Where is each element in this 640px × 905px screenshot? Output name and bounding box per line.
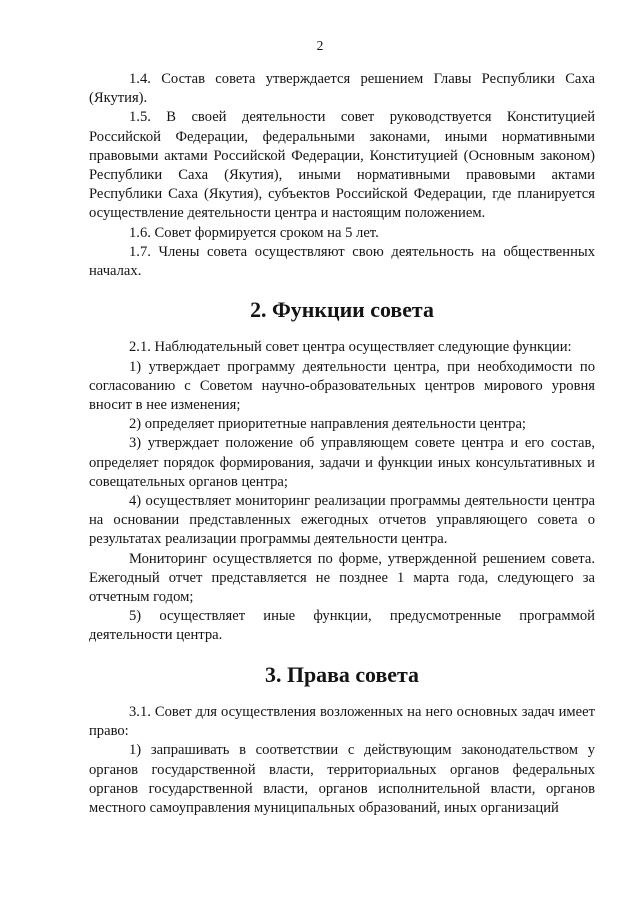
document-body: [89, 70, 595, 818]
paragraph-3-1: 3.1. Совет для осуществления возложенных на него основных задач имеет право:: [89, 703, 595, 740]
paragraph-1-7: 1.7. Члены совета осуществляют свою деятельность на общественных началах.: [89, 243, 595, 280]
paragraph-1-4: 1.4. Состав совета утверждается решением Главы Республики Саха (Якутия).: [89, 71, 595, 107]
page-number: 2: [316, 38, 324, 53]
paragraph-monitoring: Мониторинг осуществляется по форме, утвержденной решением совета. Ежегодный отчет представляется не позднее 1 марта года, следующего за отчетным годом;: [89, 550, 595, 606]
paragraph-3-1-item-1: 1) запрашивать в соответствии с действующим законодательством у органов государственной власти, территориальных органов федеральных органов государственной власти, органов исполнительной власти, органов местного самоуправления муниципальных образований, иных организаций: [89, 742, 595, 816]
paragraph-2-1: 2.1. Наблюдательный совет центра осуществляет следующие функции:: [129, 339, 572, 356]
paragraph-1-6: 1.6. Совет формируется сроком на 5 лет.: [129, 224, 379, 241]
paragraph-2-1-item-2: 2) определяет приоритетные направления деятельности центра;: [129, 416, 526, 433]
paragraph-1-5: 1.5. В своей деятельности совет руководствуется Конституцией Российской Федерации, федеральными законами, иными нормативными правовыми актами Российской Федерации, Конституцией (Основным законом) Республики Саха (Якутия), иными нормативными правовыми актами Республики Саха (Якутия), субъектов Российской Федерации, где планируется осуществление деятельности центра и настоящим положением.: [89, 109, 595, 222]
section-heading-rights: 3. Права совета: [265, 661, 419, 687]
paragraph-2-1-item-4: 4) осуществляет мониторинг реализации программы деятельности центра на основании представленных ежегодных отчетов управляющего совета о результатах реализации программы деятельности центра.: [89, 493, 595, 548]
paragraph-2-1-item-1: 1) утверждает программу деятельности центра, при необходимости по согласованию с Советом научно-образовательных центров мирового уровня вносит в нее изменения;: [89, 358, 595, 414]
paragraph-2-1-item-3: 3) утверждает положение об управляющем совете центра и его состав, определяет порядок формирования, задачи и функции иных консультативных и совещательных органов центра;: [89, 435, 595, 490]
section-heading-functions: 2. Функции совета: [250, 297, 434, 323]
paragraph-2-1-item-5: 5) осуществляет иные функции, предусмотренные программой деятельности центра.: [89, 608, 595, 644]
